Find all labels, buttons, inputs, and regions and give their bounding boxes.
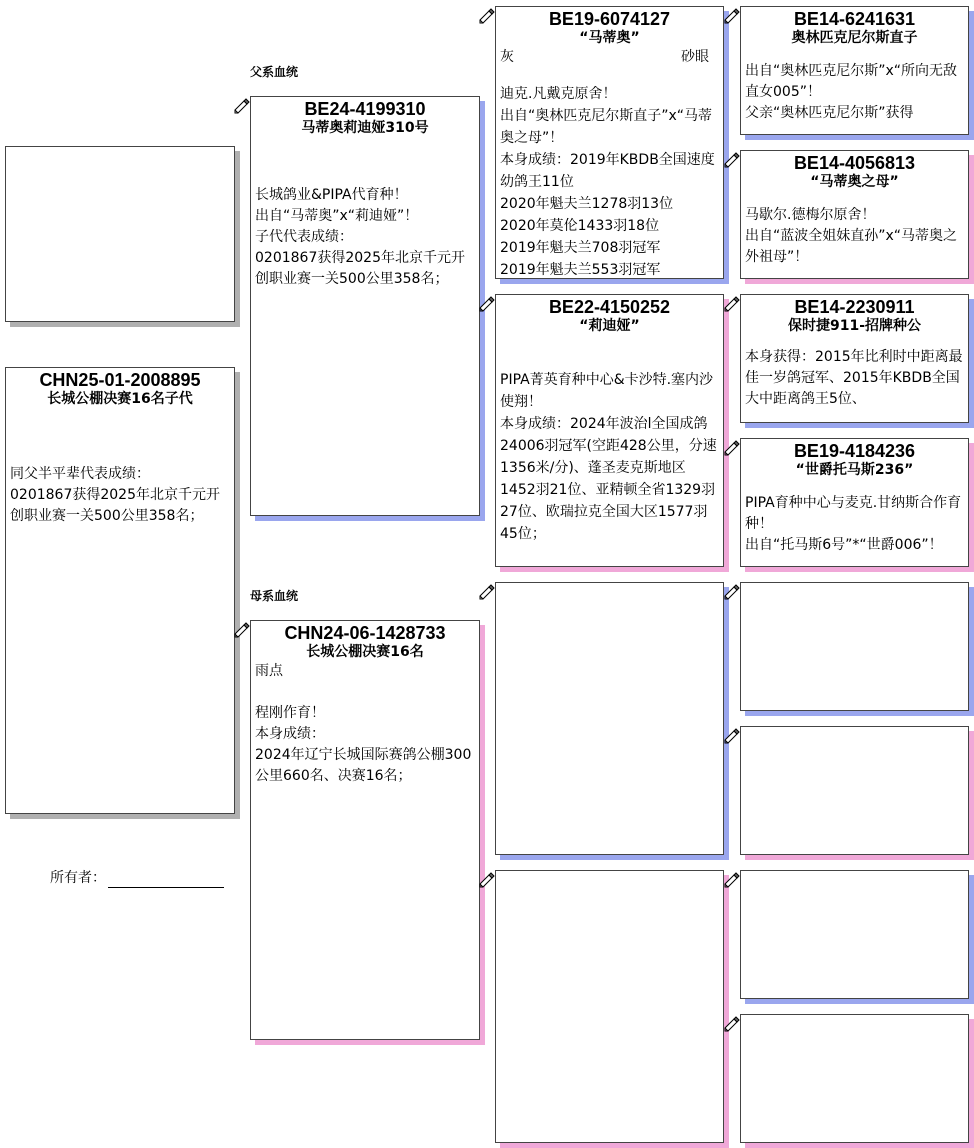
dam-card[interactable] (250, 620, 480, 1040)
ssd-card[interactable] (740, 150, 969, 279)
ss-color: 灰 (500, 49, 514, 65)
edit-pencil-icon[interactable] (723, 438, 741, 456)
edit-pencil-icon[interactable] (233, 96, 251, 114)
sd-notes: PIPA菁英育种中心&卡沙特.塞内沙使翔！ 本身成绩：2024年波治l全国成鸽24006羽冠军(空距428公里，分速1356米/分)、蓬圣麦克斯地区1452羽21位、亚精顿全省1329羽27位、欧瑞拉克全国大区1577羽45位； (500, 372, 717, 542)
dss-card[interactable] (740, 582, 969, 711)
sd-ring-number: BE22-4150252 (548, 297, 671, 317)
sds-notes: 本身获得：2015年比利时中距离最佳一岁鸽冠军、2015年KBDB全国大中距离鸽王5位、 (745, 349, 963, 407)
ssd-notes: 马歇尔.德梅尔原舍！ 出自“蓝波全姐妹直孙”x“马蒂奥之外祖母”！ (745, 207, 958, 265)
dam-ring-number: CHN24-06-1428733 (284, 623, 446, 643)
edit-pencil-icon[interactable] (723, 582, 741, 600)
sds-name: 保时捷911-招牌种公 (787, 318, 922, 334)
owner-input-line[interactable] (108, 871, 224, 888)
dsd-card[interactable] (740, 726, 969, 855)
edit-pencil-icon[interactable] (723, 726, 741, 744)
ss-eye: 砂眼 (681, 49, 709, 65)
edit-pencil-icon[interactable] (723, 6, 741, 24)
edit-pencil-icon[interactable] (723, 1014, 741, 1032)
edit-pencil-icon[interactable] (723, 870, 741, 888)
ddd-card[interactable] (740, 1014, 969, 1143)
sire-name: 马蒂奥莉迪娅310号 (301, 120, 429, 136)
sdd-ring-number: BE19-4184236 (793, 441, 916, 461)
sd-name: “莉迪娅” (579, 318, 640, 334)
subject-notes: 同父半平辈代表成绩： 0201867获得2025年北京千元开创职业赛一关500公里358名； (10, 466, 220, 524)
dam-name: 长城公棚决赛16名 (306, 644, 424, 660)
ssd-ring-number: BE14-4056813 (793, 153, 916, 173)
subject-name: 长城公棚决赛16名子代 (47, 391, 193, 407)
sss-ring-number: BE14-6241631 (793, 9, 916, 29)
owner-field (50, 868, 224, 888)
sdd-notes: PIPA育种中心与麦克.甘纳斯合作育种！ 出自“托马斯6号”*“世爵006”！ (745, 495, 962, 553)
ss-notes: 迪克.凡戴克原舍！ 出自“奥林匹克尼尔斯直子”x“马蒂奥之母”！ 本身成绩：2019年KBDB全国速度幼鸽王11位 2020年魁夫兰1278羽13位 2020年莫伦1433羽18位 2019年魁夫兰708羽冠军 2019年魁夫兰553羽冠军 (500, 86, 715, 278)
subject-card[interactable] (5, 367, 235, 814)
dam-sire-card[interactable] (495, 582, 724, 855)
dam-dam-card[interactable] (495, 870, 724, 1143)
photo-box[interactable] (5, 146, 235, 322)
sds-card[interactable] (740, 294, 969, 423)
sire-sire-card[interactable] (495, 6, 724, 279)
sire-dam-card[interactable] (495, 294, 724, 567)
sire-notes: 长城鸽业&PIPA代育种！ 出自“马蒂奥”x“莉迪娅”！ 子代代表成绩： 0201867获得2025年北京千元开创职业赛一关500公里358名； (255, 187, 465, 287)
ss-name: “马蒂奥” (579, 30, 640, 46)
edit-pencil-icon[interactable] (478, 582, 496, 600)
sire-card[interactable] (250, 96, 480, 516)
edit-pencil-icon[interactable] (478, 870, 496, 888)
dam-notes: 雨点 程刚作育！ 本身成绩： 2024年辽宁长城国际赛鸽公棚300公里660名、决赛16名； (255, 663, 472, 784)
edit-pencil-icon[interactable] (723, 150, 741, 168)
sire-ring-number: BE24-4199310 (304, 99, 426, 119)
owner-label: 所有者： (50, 870, 106, 886)
sire-line-label: 父系血统 (250, 65, 299, 79)
dds-card[interactable] (740, 870, 969, 999)
subject-ring-number: CHN25-01-2008895 (39, 370, 201, 390)
sds-ring-number: BE14-2230911 (794, 297, 915, 317)
edit-pencil-icon[interactable] (478, 294, 496, 312)
dam-line-label: 母系血统 (250, 589, 299, 603)
ss-ring-number: BE19-6074127 (548, 9, 671, 29)
edit-pencil-icon[interactable] (723, 294, 741, 312)
sss-name: 奥林匹克尼尔斯直子 (791, 30, 918, 46)
sss-card[interactable] (740, 6, 969, 135)
ss-color-eye-row (496, 47, 723, 67)
sdd-card[interactable] (740, 438, 969, 567)
edit-pencil-icon[interactable] (478, 6, 496, 24)
ssd-name: “马蒂奥之母” (810, 174, 899, 190)
sss-notes: 出自“奥林匹克尼尔斯”x“所向无敌直女005”！ 父亲“奥林匹克尼尔斯”获得 (745, 63, 958, 121)
sdd-name: “世爵托马斯236” (795, 462, 914, 478)
edit-pencil-icon[interactable] (233, 620, 251, 638)
